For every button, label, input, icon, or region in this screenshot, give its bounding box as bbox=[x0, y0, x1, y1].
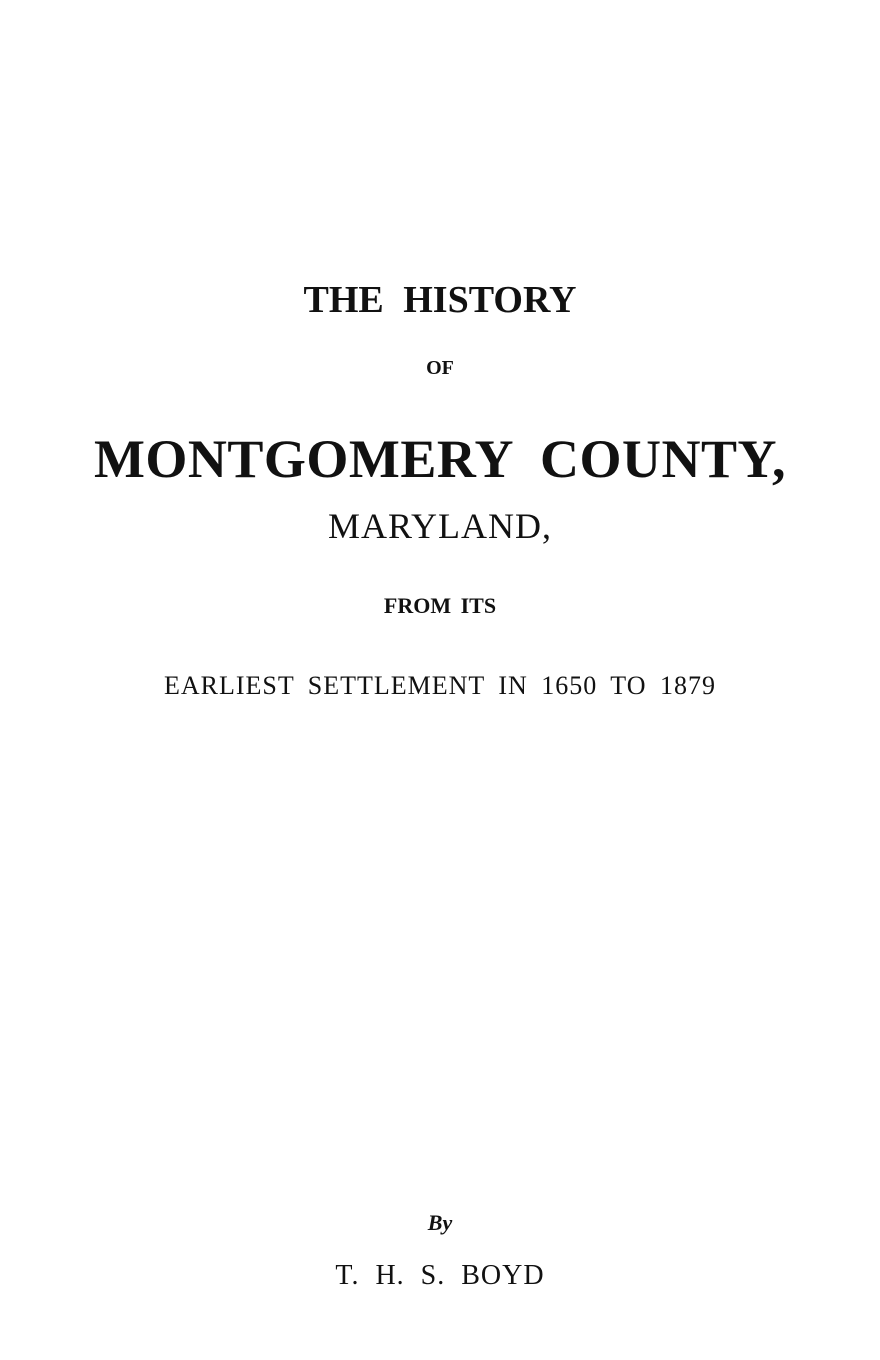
title-line-history: THE HISTORY bbox=[303, 279, 577, 321]
title-subtitle: EARLIEST SETTLEMENT IN 1650 TO 1879 bbox=[163, 671, 716, 700]
title-from-its: FROM ITS bbox=[383, 593, 497, 618]
title-state: MARYLAND, bbox=[327, 506, 552, 546]
title-connector-of: OF bbox=[426, 357, 454, 379]
by-label: By bbox=[427, 1210, 453, 1235]
author-name: T. H. S. BOYD bbox=[335, 1260, 545, 1291]
title-main-county: MONTGOMERY COUNTY, bbox=[93, 429, 787, 489]
